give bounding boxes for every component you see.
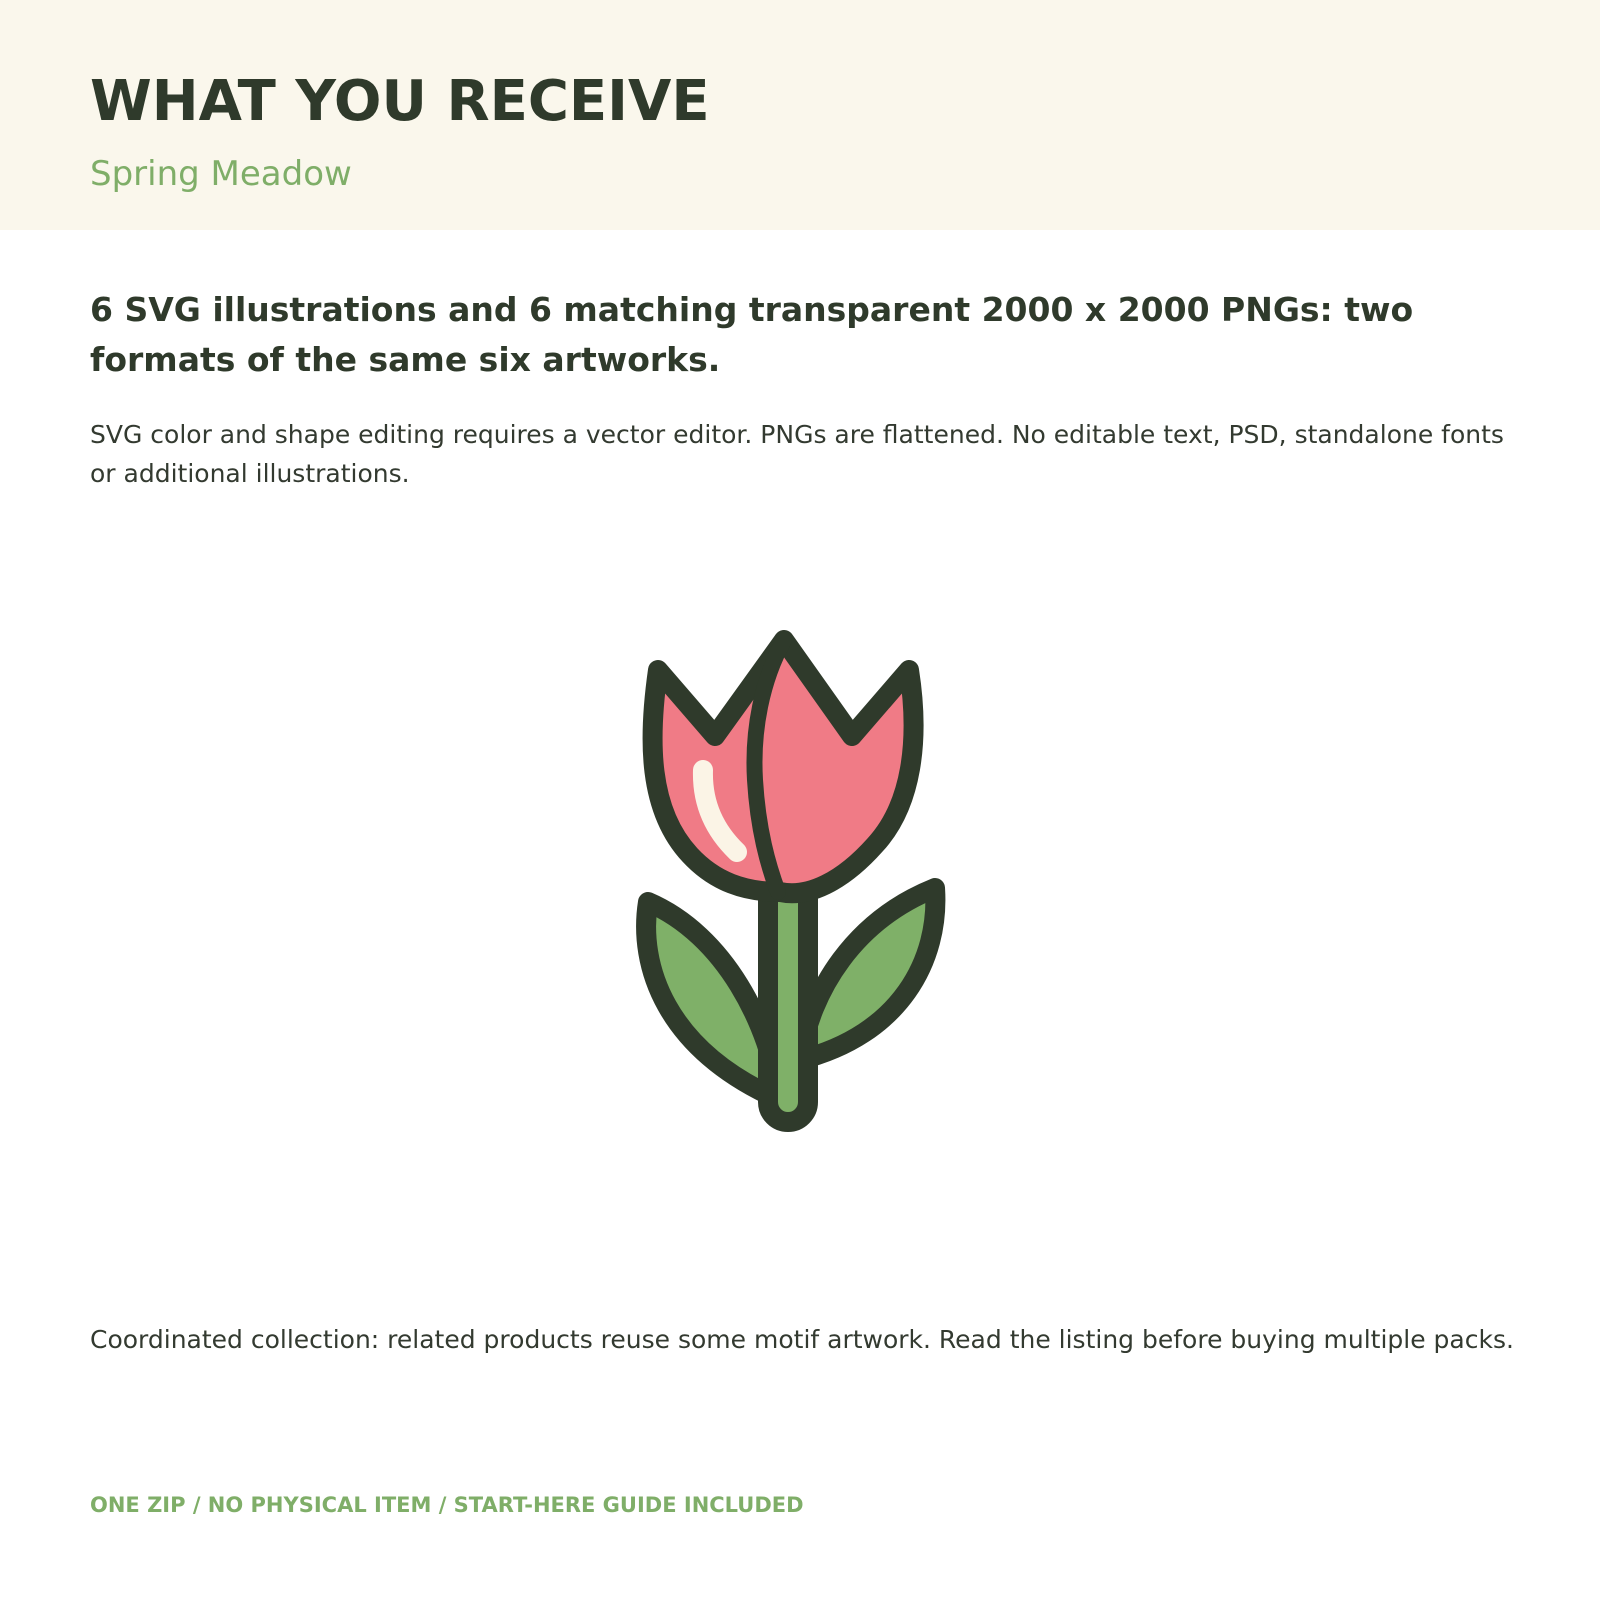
delivery-summary: ONE ZIP / NO PHYSICAL ITEM / START-HERE GUIDE INCLUDED	[90, 1493, 804, 1517]
page-title: WHAT YOU RECEIVE	[90, 69, 710, 134]
tulip-illustration	[630, 630, 970, 1160]
header	[0, 0, 1600, 230]
tulip-petals	[653, 640, 914, 893]
right-leaf	[800, 888, 935, 1060]
format-notes: SVG color and shape editing requires a vector editor. PNGs are flattened. No editable text, PSD, standalone fonts or additional illustrations.	[90, 420, 1504, 488]
collection-warning: Coordinated collection: related products reuse some motif artwork. Read the listing before buying multiple packs.	[90, 1325, 1514, 1354]
tulip-icon	[630, 630, 970, 1160]
collection-subtitle: Spring Meadow	[90, 154, 352, 194]
product-summary: 6 SVG illustrations and 6 matching transparent 2000 x 2000 PNGs: two formats of the same six artworks.	[90, 290, 1414, 379]
stem	[768, 870, 808, 1122]
